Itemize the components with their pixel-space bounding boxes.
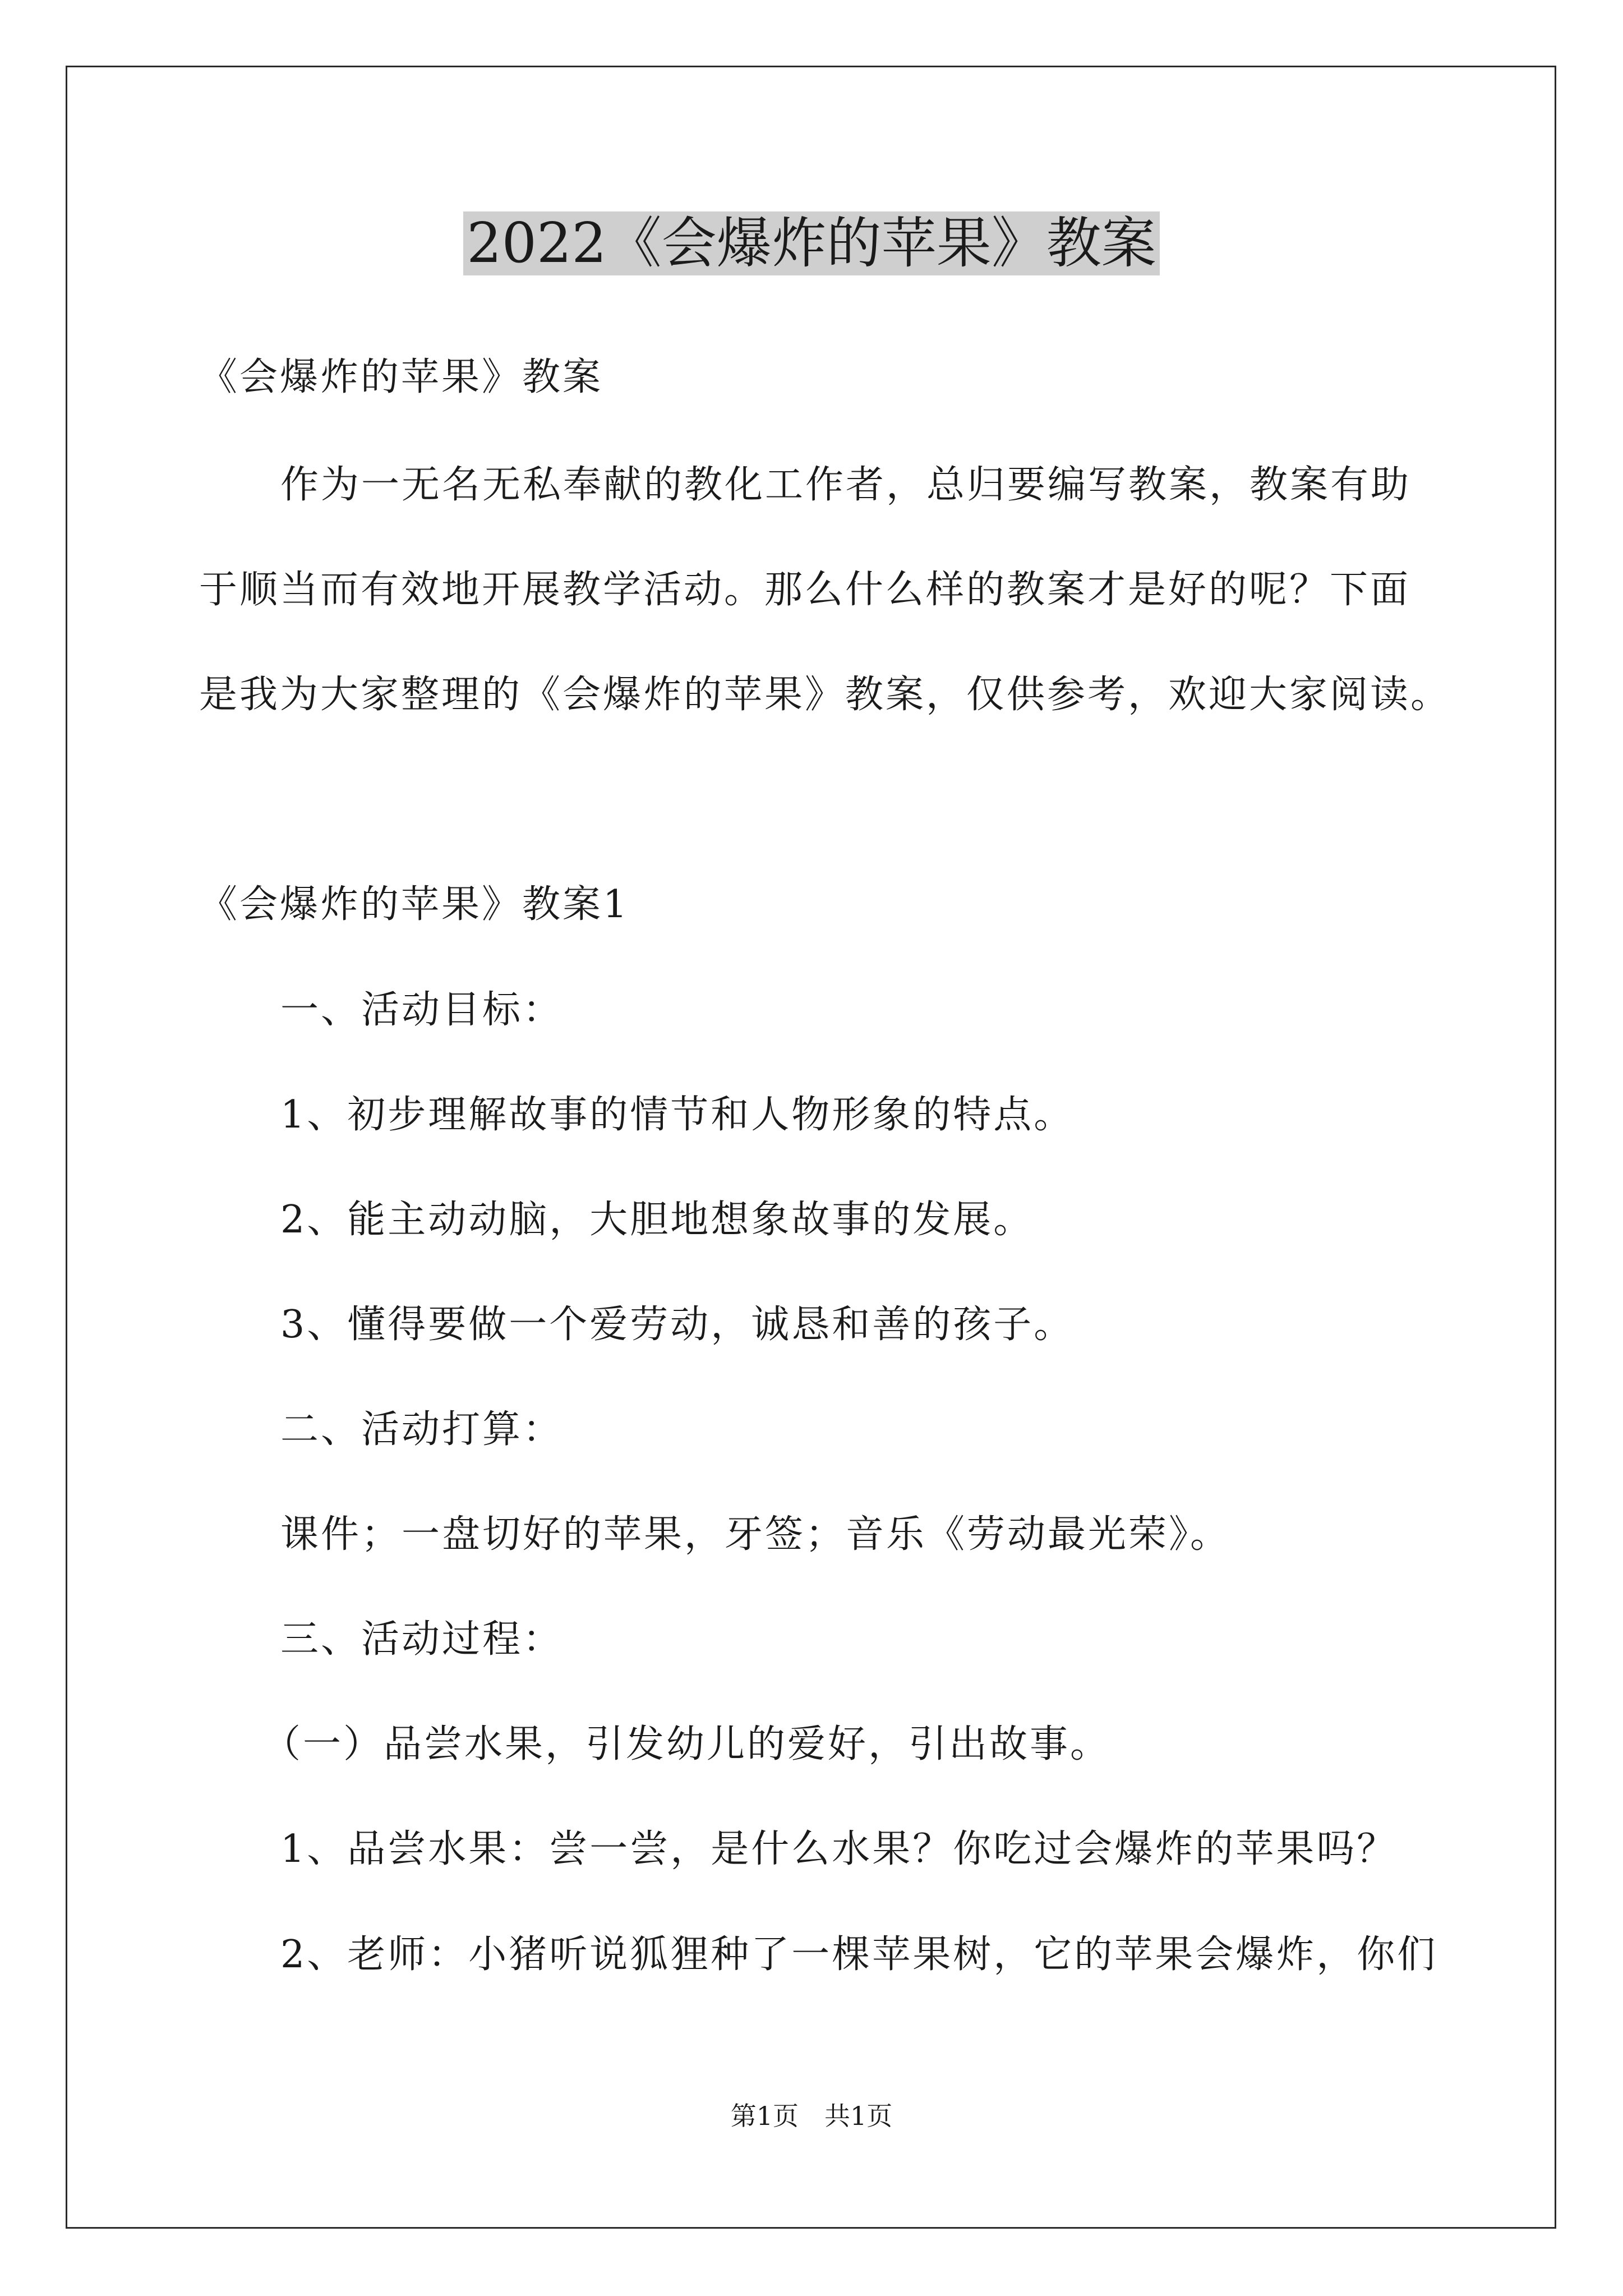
document-subtitle: 《会爆炸的苹果》教案 [199, 355, 603, 399]
intro-line-2: 于顺当而有效地开展教学活动。那么什么样的教案才是好的呢？下面 [199, 568, 1411, 612]
step-heading: （一）品尝水果，引发幼儿的爱好，引出故事。 [262, 1722, 1111, 1766]
goals-heading: 一、活动目标： [280, 988, 564, 1032]
section-heading: 《会爆炸的苹果》教案1 [199, 882, 630, 927]
goal-item-2: 2、能主动动脑，大胆地想象故事的发展。 [280, 1198, 1034, 1242]
page-footer: 第1页 共1页 [730, 2101, 893, 2131]
step-item-1: 1、品尝水果：尝一尝，是什么水果？你吃过会爆炸的苹果吗？ [280, 1827, 1398, 1871]
document-title-text: 2022《会爆炸的苹果》教案 [463, 211, 1159, 275]
process-heading: 三、活动过程： [280, 1617, 564, 1662]
goal-item-3: 3、懂得要做一个爱劳动，诚恳和善的孩子。 [280, 1303, 1075, 1347]
intro-line-1: 作为一无名无私奉献的教化工作者，总归要编写教案，教案有助 [280, 463, 1412, 507]
intro-line-3: 是我为大家整理的《会爆炸的苹果》教案，仅供参考，欢迎大家阅读。 [199, 673, 1451, 717]
prep-text: 课件；一盘切好的苹果，牙签；音乐《劳动最光荣》。 [280, 1512, 1231, 1557]
step-item-2: 2、老师：小猪听说狐狸种了一棵苹果树，它的苹果会爆炸，你们 [280, 1932, 1438, 1977]
goal-item-1: 1、初步理解故事的情节和人物形象的特点。 [280, 1093, 1075, 1137]
document-title [0, 204, 1623, 283]
prep-heading: 二、活动打算： [280, 1407, 564, 1452]
